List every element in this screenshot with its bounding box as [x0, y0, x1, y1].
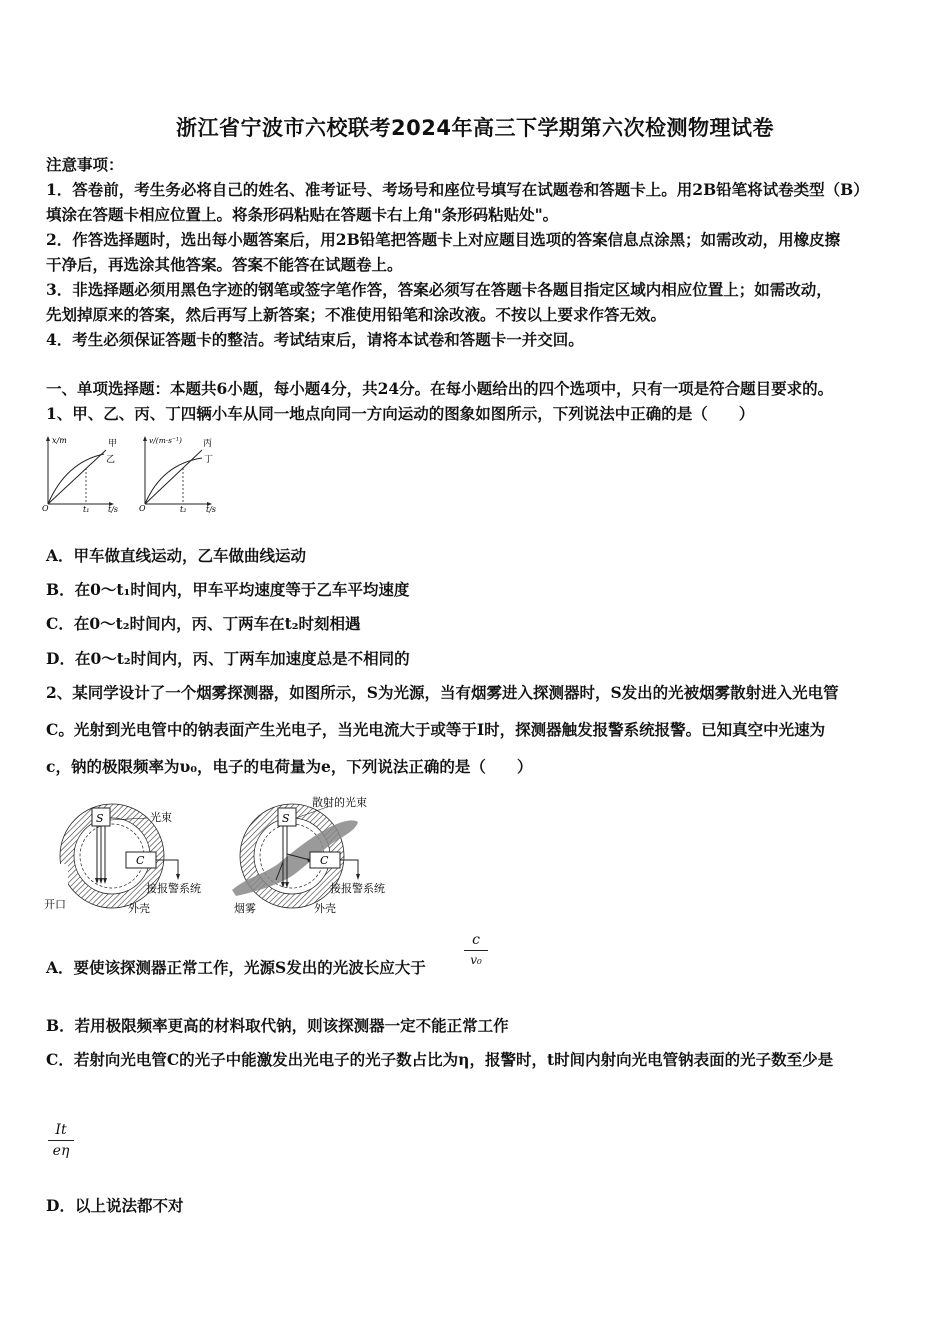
fraction-It-over-e-eta [48, 1122, 74, 1159]
curve-ding [145, 458, 202, 504]
notice-line: 4．考生必须保证答题卡的整洁。考试结束后，请将本试卷和答题卡一并交回。 [46, 330, 584, 349]
graph1-xlabel: t/s [108, 505, 119, 514]
notice-line: 1．答卷前，考生务必将自己的姓名、准考证号、考场号和座位号填写在试题卷和答题卡上。用2B铅笔将试卷类型（B） [46, 180, 869, 199]
curve-jia [48, 450, 106, 504]
page-title: 浙江省宁波市六校联考2024年高三下学期第六次检测物理试卷 [176, 116, 774, 140]
question-1-stem: 1、甲、乙、丙、丁四辆小车从同一地点向同一方向运动的图象如图所示，下列说法中正确的是（ ） [46, 404, 755, 423]
beam-label: 光束 [150, 811, 172, 824]
notice-line: 先划掉原来的答案，然后再写上新答案；不准使用铅笔和涂改液。不按以上要求作答无效。 [46, 305, 667, 324]
graph1-origin: O [42, 504, 49, 513]
q2-option-b: B．若用极限频率更高的材料取代钠，则该探测器一定不能正常工作 [46, 1016, 509, 1035]
graph2-curve-b: 丁 [204, 455, 214, 465]
graph2-curve-a: 丙 [203, 439, 213, 449]
tube-label: C [136, 854, 145, 867]
notice-heading: 注意事项： [46, 155, 124, 174]
graph-x-t [42, 436, 118, 514]
q1-option-b: B．在0～t₁时间内，甲车平均速度等于乙车平均速度 [46, 580, 410, 599]
q2-option-d: D．以上说法都不对 [46, 1196, 184, 1215]
graph1-tick: t₁ [83, 505, 90, 514]
notice-line: 2．作答选择题时，选出每小题答案后，用2B铅笔把答题卡上对应题目选项的答案信息点涂黑；如需改动，用橡皮擦 [46, 230, 841, 249]
alarm-label: 接报警系统 [146, 882, 201, 895]
detector-normal [44, 804, 201, 915]
fraction-numerator: It [55, 1122, 67, 1138]
graph1-ylabel: x/m [52, 436, 67, 445]
graph2-xlabel: t/s [206, 505, 217, 514]
graph2-tick: t₂ [180, 505, 187, 514]
notice-line: 干净后，再选涂其他答案。答案不能答在试题卷上。 [46, 255, 403, 274]
q2-option-a: A．要使该探测器正常工作，光源S发出的光波长应大于 [46, 958, 426, 977]
smoke-label: 烟雾 [234, 902, 256, 915]
graph2-origin: O [139, 504, 146, 513]
graph2-ylabel: v/(m·s⁻¹) [149, 436, 182, 445]
shell-label: 外壳 [314, 902, 336, 915]
section-heading: 一、单项选择题：本题共6小题，每小题4分，共24分。在每小题给出的四个选项中，只有一项是符合题目要求的。 [46, 379, 834, 398]
tube-label: C [320, 854, 329, 867]
scatter-label: 散射的光束 [312, 796, 367, 809]
notice-line: 填涂在答题卡相应位置上。将条形码粘贴在答题卡右上角"条形码粘贴处"。 [46, 205, 559, 224]
q2-detector-figures [40, 792, 410, 918]
question-2-stem: C。光射到光电管中的钠表面产生光电子，当光电流大于或等于I时，探测器触发报警系统报警。已知真空中光速为 [46, 720, 826, 739]
graph1-curve-b: 乙 [106, 455, 116, 465]
q1-option-c: C．在0～t₂时间内，丙、丁两车在t₂时刻相遇 [46, 614, 361, 633]
question-2-stem: c，钠的极限频率为υ₀，电子的电荷量为e，下列说法正确的是（ ） [46, 757, 533, 776]
q1-option-d: D．在0～t₂时间内，丙、丁两车加速度总是不相同的 [46, 649, 410, 668]
notice-line: 3．非选择题必须用黑色字迹的钢笔或签字笔作答，答案必须写在答题卡各题目指定区域内相应位置上；如需改动， [46, 280, 832, 299]
graph-v-t [139, 436, 216, 514]
fraction-c-over-v0 [464, 932, 488, 967]
detector-smoke [232, 795, 385, 915]
alarm-label: 接报警系统 [330, 882, 385, 895]
q1-graphs [40, 432, 240, 514]
source-label: S [282, 812, 290, 825]
source-label: S [96, 812, 104, 825]
shell-label: 外壳 [128, 902, 150, 915]
fraction-denominator: v₀ [470, 953, 482, 967]
curve-bing [145, 450, 202, 504]
opening-label: 开口 [44, 898, 66, 911]
question-2-stem: 2、某同学设计了一个烟雾探测器，如图所示，S为光源，当有烟雾进入探测器时，S发出的光被烟雾散射进入光电管 [46, 683, 839, 702]
q1-option-a: A．甲车做直线运动，乙车做曲线运动 [46, 546, 307, 565]
q2-option-c: C．若射向光电管C的光子中能激发出光电子的光子数占比为η，报警时，t时间内射向光电管钠表面的光子数至少是 [46, 1050, 834, 1069]
fraction-denominator: eη [52, 1143, 70, 1159]
graph1-curve-a: 甲 [108, 439, 118, 449]
fraction-numerator: c [472, 932, 480, 948]
